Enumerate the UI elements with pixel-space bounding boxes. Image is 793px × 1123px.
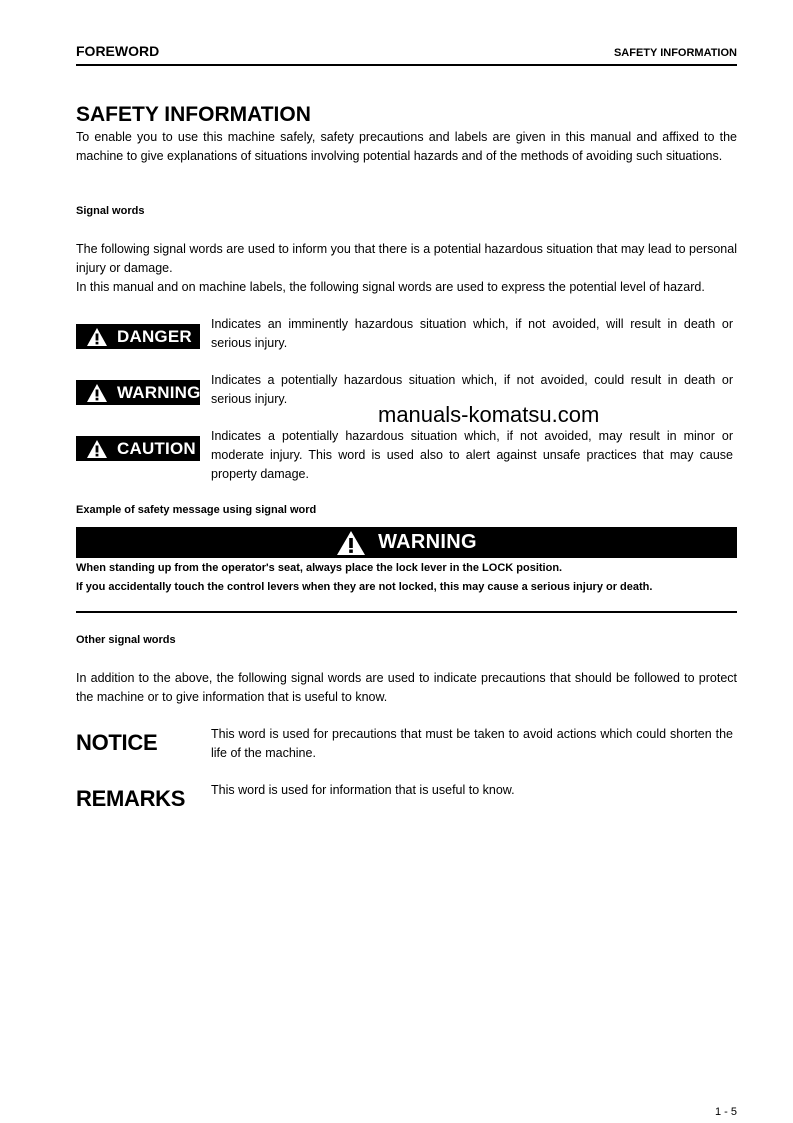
remarks-label: REMARKS — [76, 786, 186, 811]
warning-label — [76, 380, 200, 405]
intro-paragraph: To enable you to use this machine safely, safety precautions and labels are given in this manual and affixed to the machine to give explanations of situations involving potential hazards and of the methods of avoiding such situations. — [76, 130, 737, 163]
signal-words-para1: The following signal words are used to inform you that there is a potential hazardous situation that may lead to personal injury or damage. — [76, 242, 737, 275]
remarks-description: This word is used for information that is useful to know. — [211, 783, 515, 797]
example-message-line1: When standing up from the operator's seat, always place the lock lever in the LOCK position. — [76, 562, 563, 574]
page-title: SAFETY INFORMATION — [76, 103, 311, 126]
other-signal-words-heading: Other signal words — [76, 634, 176, 646]
notice-label: NOTICE — [76, 730, 158, 755]
warning-triangle-icon — [336, 530, 366, 556]
example-divider — [76, 611, 737, 613]
header-page-topic: SAFETY INFORMATION — [613, 47, 737, 59]
danger-label-text: DANGER — [117, 326, 192, 346]
watermark: manuals-komatsu.com — [378, 402, 600, 427]
header-section-title: FOREWORD — [76, 43, 160, 59]
other-signal-words-para: In addition to the above, the following signal words are used to indicate precautions that should be followed to protect the machine or to give information that is useful to know. — [76, 671, 737, 704]
example-heading: Example of safety message using signal word — [76, 504, 317, 516]
notice-description: This word is used for precautions that must be taken to avoid actions which could shorten the life of the machine. — [211, 727, 733, 760]
signal-words-heading: Signal words — [76, 205, 145, 217]
example-warning-label: WARNING — [378, 531, 477, 553]
warning-description: Indicates a potentially hazardous situation which, if not avoided, could result in death or serious injury. — [211, 373, 733, 406]
example-warning-banner — [76, 527, 737, 558]
warning-label-text: WARNING — [117, 382, 201, 402]
warning-triangle-icon — [86, 383, 108, 403]
page-number: 1 - 5 — [714, 1106, 737, 1118]
example-message-line2: If you accidentally touch the control levers when they are not locked, this may cause a serious injury or death. — [76, 581, 653, 593]
caution-label — [76, 436, 200, 461]
header-divider — [76, 64, 737, 66]
danger-label — [76, 324, 200, 349]
signal-words-para2: In this manual and on machine labels, the following signal words are used to express the potential level of hazard. — [76, 280, 705, 294]
caution-label-text: CAUTION — [117, 438, 196, 458]
warning-triangle-icon — [86, 439, 108, 459]
danger-description: Indicates an imminently hazardous situation which, if not avoided, will result in death or serious injury. — [211, 317, 733, 350]
warning-triangle-icon — [86, 327, 108, 347]
caution-description: Indicates a potentially hazardous situation which, if not avoided, may result in minor or moderate injury. This word is used also to alert against unsafe practices that may cause property damage. — [211, 429, 733, 481]
